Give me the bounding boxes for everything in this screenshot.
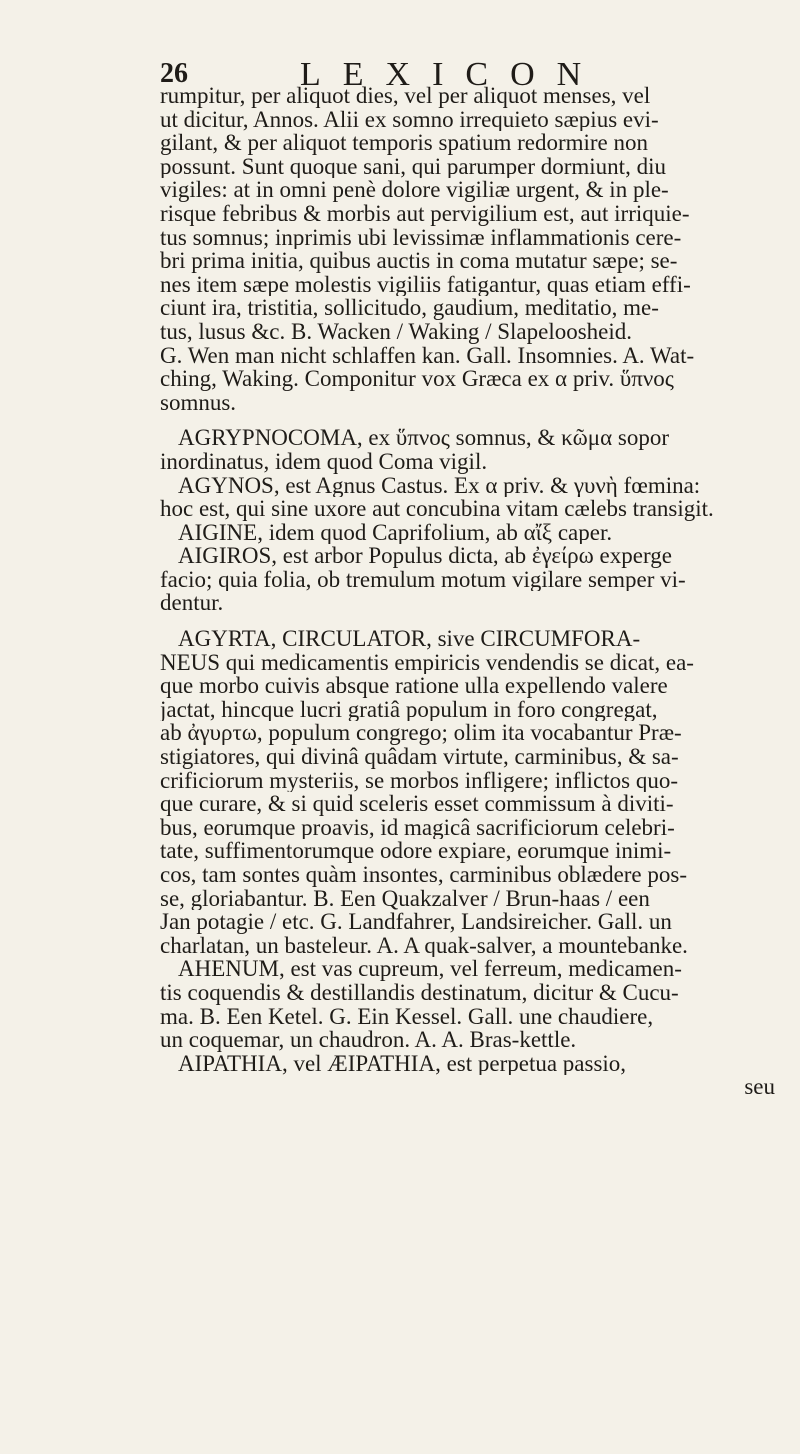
text-line: rumpitur, per aliquot dies, vel per aliquot menses, vel <box>160 84 651 108</box>
text-line: que curare, & si quid sceleris esset commissum à diviti- <box>160 792 674 816</box>
text-line: ching, Waking. Componitur vox Græca ex α priv. ὕπνος <box>160 367 674 391</box>
text-line: bus, eorumque proavis, id magicâ sacrificiorum celebri- <box>160 815 675 840</box>
text-line: que morbo cuivis absque ratione ulla expellendo valere <box>160 674 668 698</box>
text-line: nes item sæpe molestis vigiliis fatigantur, quas etiam effi- <box>160 272 691 297</box>
text-line: jactat, hincque lucri gratiâ populum in foro congregat, <box>160 697 658 722</box>
text-line: facio; quia folia, ob tremulum motum vigilare semper vi- <box>160 567 686 592</box>
text-line: ciunt ira, tristitia, sollicitudo, gaudium, meditatio, me- <box>160 296 659 320</box>
text-line: ab ἀγυρτω, populum congrego; olim ita vocabantur Præ- <box>160 721 682 746</box>
text-line: gilant, & per aliquot temporis spatium redormire non <box>160 131 649 155</box>
text-line: se, gloriabantur. B. Een Quakzalver / Brun-haas / een <box>160 886 650 911</box>
text-line: somnus. <box>160 390 237 415</box>
text-line: crificiorum mysteriis, se morbos infligere; inflictos quo- <box>160 768 679 793</box>
text-line: stigiatores, qui divinâ quâdam virtute, carminibus, & sa- <box>160 745 679 769</box>
text-line: dentur. <box>160 591 224 616</box>
text-line: vigiles: at in omni penè dolore vigiliæ urgent, & in ple- <box>160 178 669 202</box>
text-line: ma. B. Een Ketel. G. Ein Kessel. Gall. une chaudiere, <box>160 1004 654 1029</box>
text-line: bri prima initia, quibus auctis in coma mutatur sæpe; se- <box>160 249 678 273</box>
text-line: tis coquendis & destillandis destinatum, dicitur & Cucu- <box>160 980 679 1005</box>
text-line: cos, tam sontes quàm insontes, carminibus oblædere pos- <box>160 863 688 887</box>
entry-ahenum: AHENUM, est vas cupreum, vel ferreum, medicamen- <box>178 957 682 981</box>
running-title: LEXICON <box>300 56 604 93</box>
text-line: tus, lusus &c. B. Wacken / Waking / Slapeloosheid. <box>160 319 633 344</box>
entry-aipathia: AIPATHIA, vel ÆIPATHIA, est perpetua passio, <box>178 1051 627 1076</box>
text-line: ut dicitur, Annos. Alii ex somno irrequieto sæpius evi- <box>160 107 659 132</box>
catchword: seu <box>744 1075 775 1099</box>
text-line: tate, suffimentorumque odore expiare, eorumque inimi- <box>160 839 672 863</box>
text-line: NEUS qui medicamentis empiricis vendendis se dicat, ea- <box>160 650 694 675</box>
entry-agrypnocoma: AGRYPNOCOMA, ex ὕπνος somnus, & κῶμα sopor <box>178 426 670 450</box>
text-line: tus somnus; inprimis ubi levissimæ inflammationis cere- <box>160 225 682 250</box>
text-line: inordinatus, idem quod Coma vigil. <box>160 449 488 474</box>
entry-aigiros: AIGIROS, est arbor Populus dicta, ab ἐγείρω experge <box>178 544 672 568</box>
text-line: risque febribus & morbis aut pervigilium est, aut irriquie- <box>160 201 690 226</box>
dictionary-text <box>160 84 795 1099</box>
text-line: un coquemar, un chaudron. A. A. Bras-kettle. <box>160 1028 577 1052</box>
entry-agynos: AGYNOS, est Agnus Castus. Ex α priv. & γυνὴ fœmina: <box>178 473 701 498</box>
text-line: charlatan, un basteleur. A. A quak-salver, a mountebanke. <box>160 933 688 958</box>
text-line: G. Wen man nicht schlaffen kan. Gall. Insomnies. A. Wat- <box>160 343 695 368</box>
text-line: Jan potagie / etc. G. Landfahrer, Landsireicher. Gall. un <box>160 910 672 934</box>
entry-agyrta: AGYRTA, CIRCULATOR, sive CIRCUMFORA- <box>178 627 641 651</box>
page-number: 26 <box>160 58 188 89</box>
text-line: possunt. Sunt quoque sani, qui parumper dormiunt, diu <box>160 154 666 179</box>
text-line: hoc est, qui sine uxore aut concubina vitam cælebs transigit. <box>160 497 714 521</box>
entry-aigine: AIGINE, idem quod Caprifolium, ab αἴξ caper. <box>178 520 613 545</box>
